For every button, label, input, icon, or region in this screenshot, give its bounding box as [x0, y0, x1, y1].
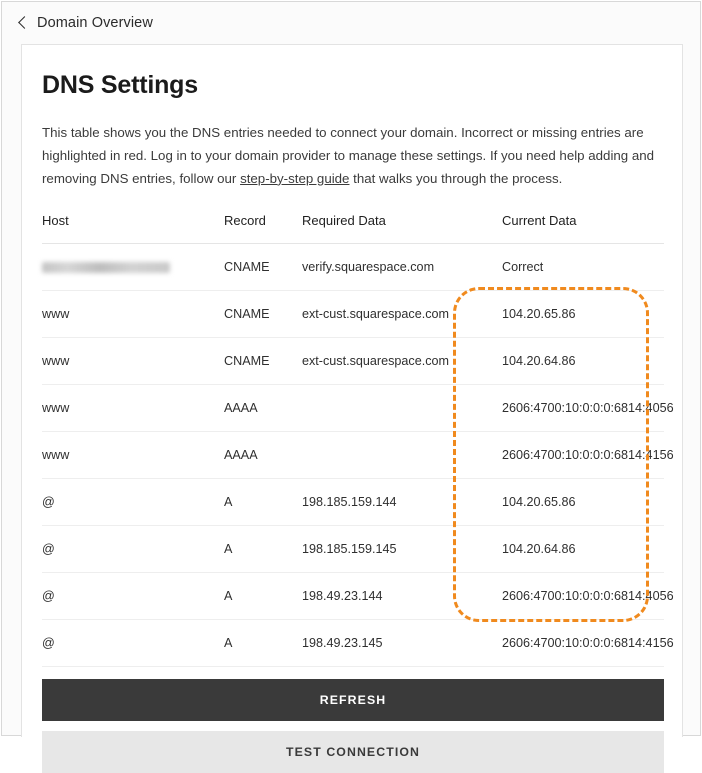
cell-required-data: 198.49.23.145: [302, 619, 502, 666]
cell-current-data: 2606:4700:10:0:0:0:6814:4156: [502, 619, 664, 666]
cell-record-type: AAAA: [224, 384, 302, 431]
back-label: Domain Overview: [37, 15, 153, 31]
cell-current-data: 2606:4700:10:0:0:0:6814:4156: [502, 431, 664, 478]
cell-host: @: [42, 478, 224, 525]
cell-record-type: A: [224, 619, 302, 666]
cell-host: www: [42, 290, 224, 337]
refresh-button[interactable]: REFRESH: [42, 679, 664, 721]
dns-settings-card: [21, 44, 683, 759]
cell-current-data: 2606:4700:10:0:0:0:6814:4056: [502, 572, 664, 619]
column-header-record: Record: [224, 213, 302, 244]
cell-current-data: 104.20.65.86: [502, 478, 664, 525]
cell-record-type: A: [224, 478, 302, 525]
cell-current-data: 104.20.64.86: [502, 337, 664, 384]
cell-required-data: verify.squarespace.com: [302, 243, 502, 290]
cell-current-data: 104.20.65.86: [502, 290, 664, 337]
cell-host: @: [42, 572, 224, 619]
table-row: [42, 478, 664, 525]
table-row: [42, 384, 664, 431]
cell-host: @: [42, 525, 224, 572]
cell-current-data: 2606:4700:10:0:0:0:6814:4056: [502, 384, 664, 431]
cell-required-data: 198.185.159.145: [302, 525, 502, 572]
table-row: [42, 619, 664, 666]
cell-record-type: A: [224, 572, 302, 619]
description-text-part2: that walks you through the process.: [349, 170, 563, 186]
description-text-part1: This table shows you the DNS entries needed to connect your domain. Incorrect or missing entries are highlighted in red. Log in to your domain provider to manage these settings. If you need help adding and removing DNS entries, follow our: [42, 125, 655, 186]
masked-host-value: [42, 262, 170, 273]
column-header-host: Host: [42, 213, 224, 244]
cell-record-type: A: [224, 525, 302, 572]
cell-required-data: ext-cust.squarespace.com: [302, 290, 502, 337]
table-header-row: [42, 213, 664, 244]
column-header-current-data: Current Data: [502, 213, 664, 244]
page-description: [22, 100, 682, 191]
table-row: [42, 243, 664, 290]
cell-host: @: [42, 619, 224, 666]
page-title: DNS Settings: [42, 71, 198, 99]
table-row: [42, 290, 664, 337]
table-row: [42, 431, 664, 478]
step-by-step-guide-link[interactable]: step-by-step guide: [240, 170, 350, 186]
cell-host: [42, 243, 224, 290]
table-body: [42, 243, 674, 666]
cell-record-type: CNAME: [224, 243, 302, 290]
cell-required-data: ext-cust.squarespace.com: [302, 337, 502, 384]
cell-host: www: [42, 431, 224, 478]
cell-record-type: CNAME: [224, 290, 302, 337]
cell-record-type: CNAME: [224, 337, 302, 384]
column-header-required-data: Required Data: [302, 213, 502, 244]
table-row: [42, 337, 664, 384]
cell-required-data: [302, 431, 502, 478]
table-row: [42, 525, 664, 572]
cell-host: www: [42, 337, 224, 384]
chevron-left-icon: [17, 17, 29, 29]
cell-required-data: 198.49.23.144: [302, 572, 502, 619]
cell-required-data: [302, 384, 502, 431]
app-panel: [1, 1, 701, 759]
test-connection-button[interactable]: TEST CONNECTION: [42, 731, 664, 773]
cell-required-data: 198.185.159.144: [302, 478, 502, 525]
table-row: [42, 572, 664, 619]
cell-host: www: [42, 384, 224, 431]
dns-records-table: [42, 212, 674, 667]
cell-record-type: AAAA: [224, 431, 302, 478]
cell-current-data: 104.20.64.86: [502, 525, 664, 572]
cell-current-data: Correct: [502, 243, 664, 290]
back-navigation[interactable]: [2, 2, 700, 44]
